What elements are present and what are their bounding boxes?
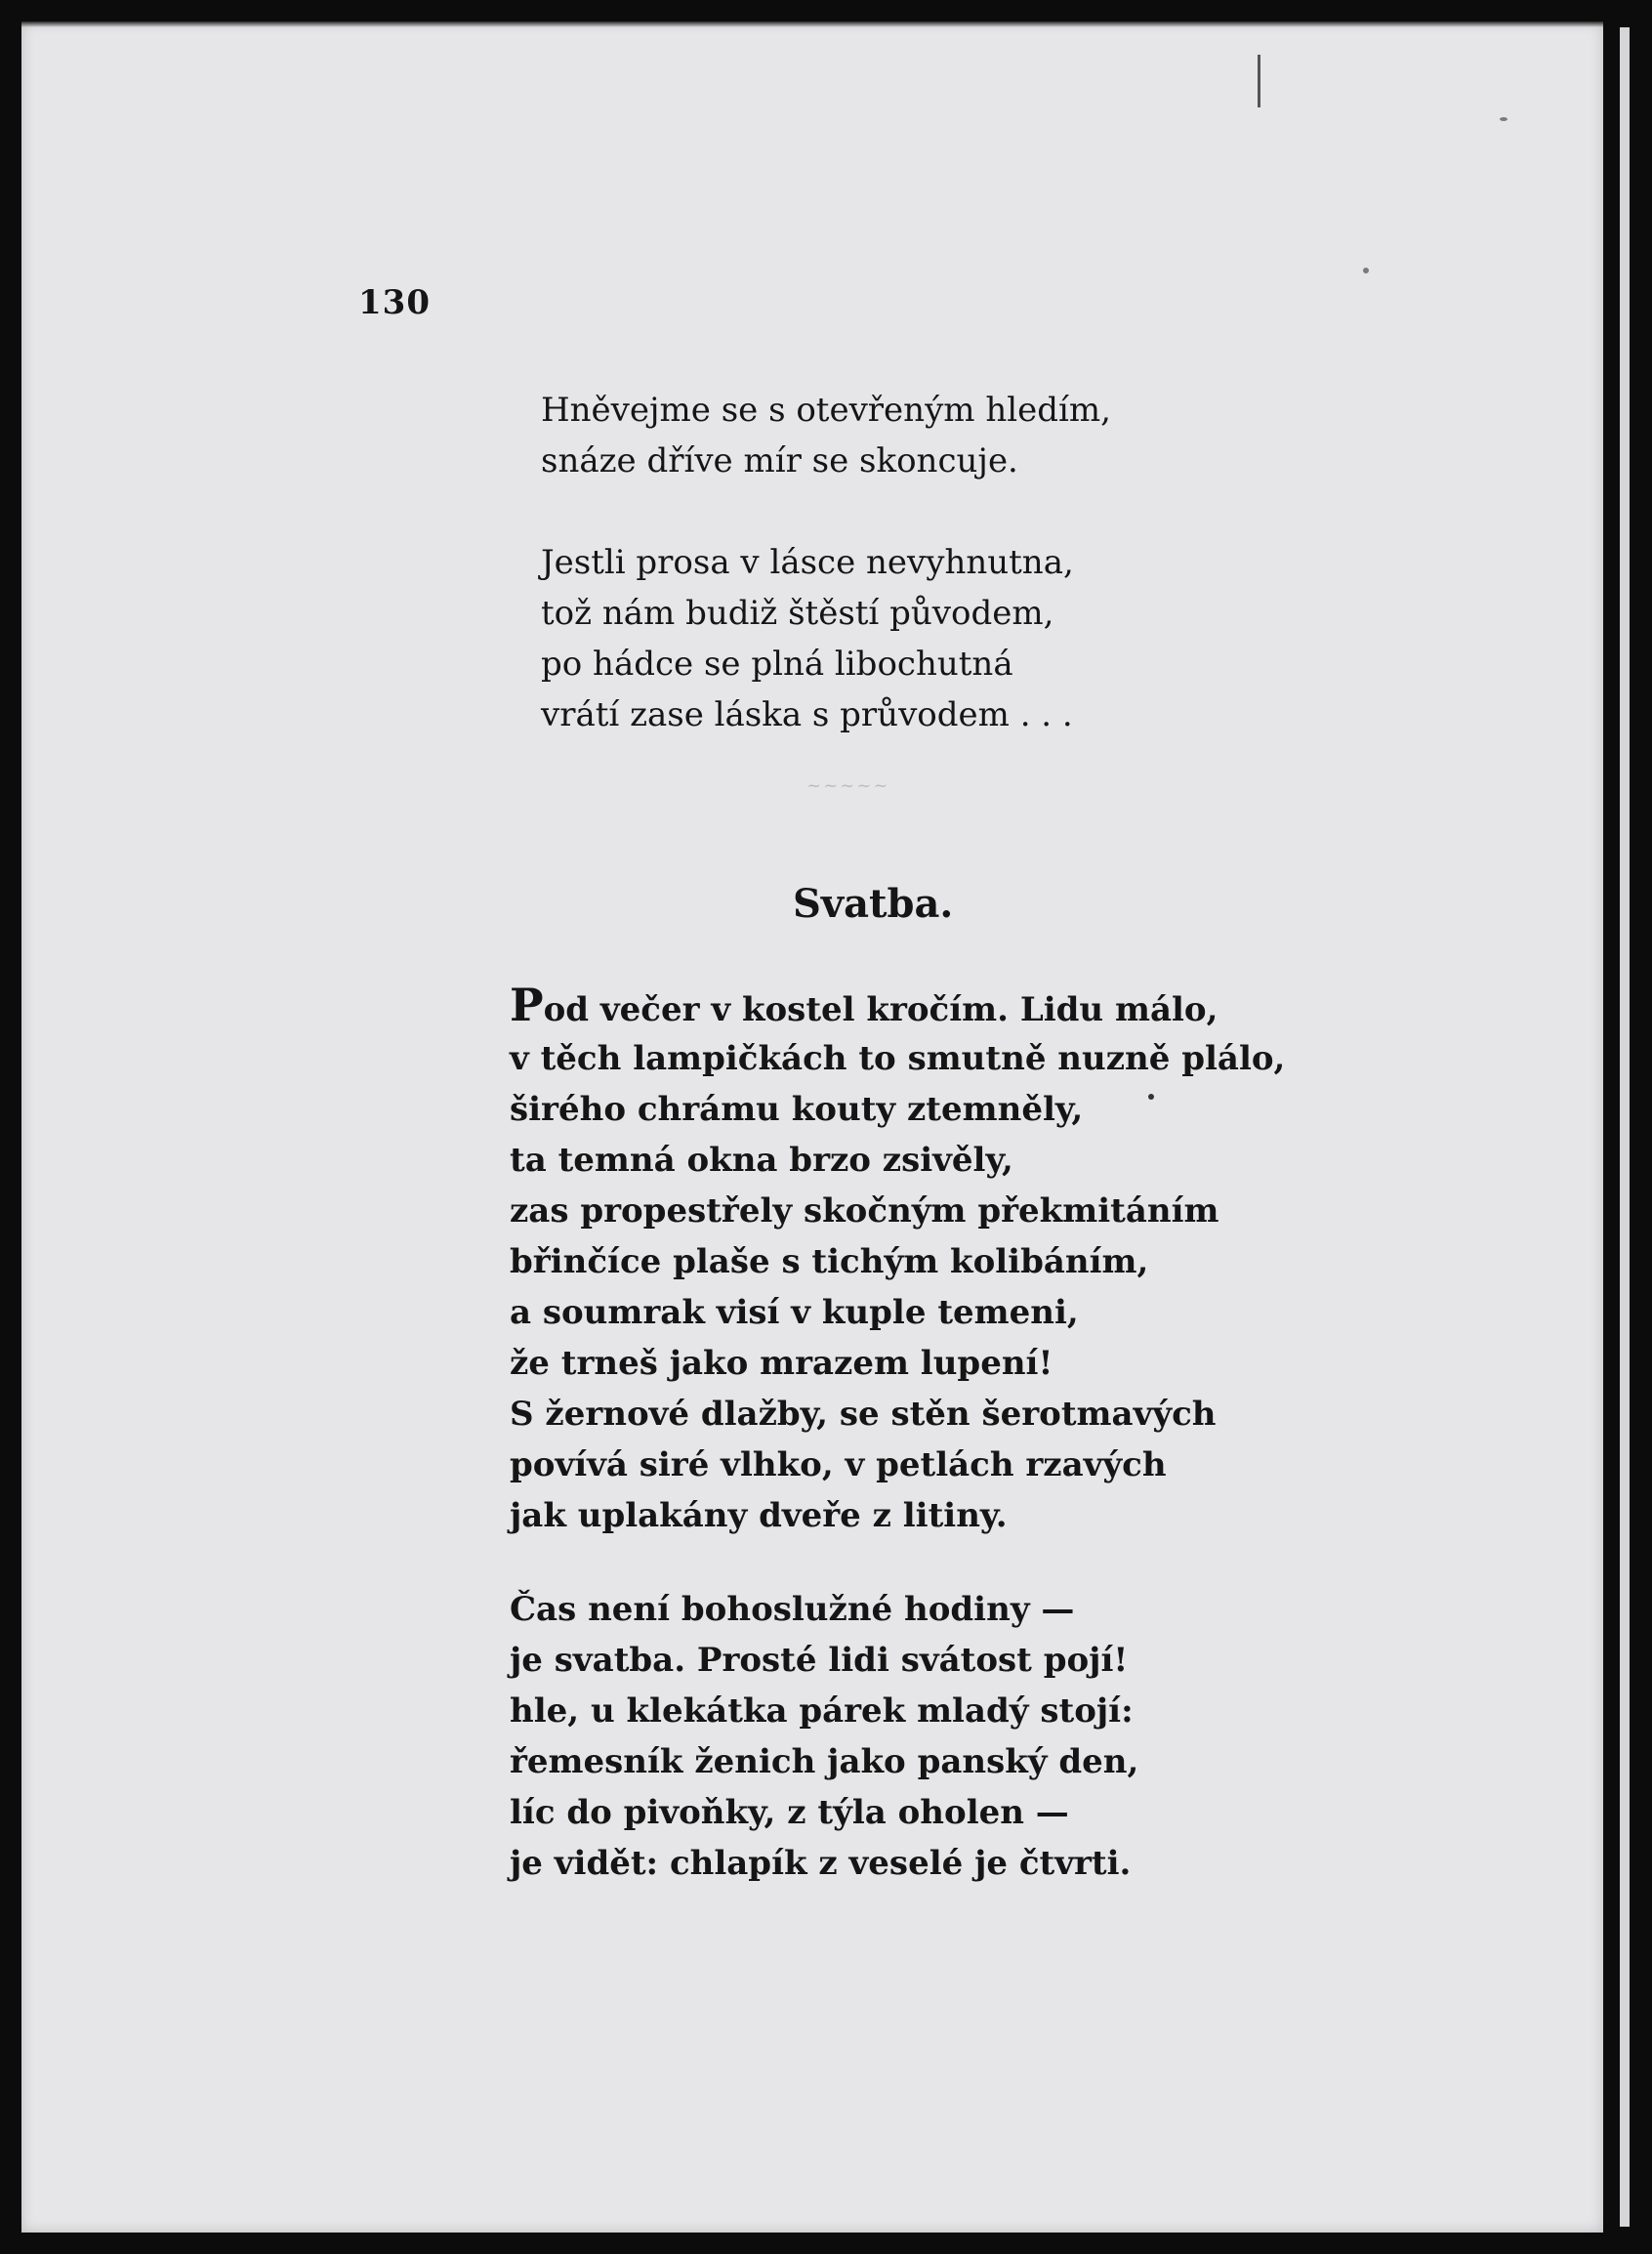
page-number: 130 xyxy=(358,283,431,322)
gutter-mark xyxy=(1258,55,1260,107)
verse-line-first-rest: od večer v kostel kročím. Lidu málo, xyxy=(543,990,1218,1029)
verse-line: snáze dříve mír se skoncuje. xyxy=(541,441,1018,480)
verse-line: hle, u klekátka párek mladý stojí: xyxy=(510,1691,1134,1731)
verse-line-first xyxy=(510,979,1285,1033)
verse-line: je svatba. Prosté lidi svátost pojí! xyxy=(510,1641,1129,1680)
verse-line: líc do pivoňky, z týla oholen — xyxy=(510,1793,1069,1832)
verse-line: Jestli prosa v lásce nevyhnutna, xyxy=(541,543,1074,582)
verse-line: řemesník ženich jako panský den, xyxy=(510,1742,1139,1781)
page-top-edge-shadow xyxy=(21,21,1603,27)
verse-line: Čas není bohoslužné hodiny — xyxy=(510,1590,1075,1629)
verse-line: že trneš jako mrazem lupení! xyxy=(510,1344,1053,1383)
stanza-2 xyxy=(541,537,1074,740)
verse-line: a soumrak visí v kuple temeni, xyxy=(510,1293,1079,1332)
verse-line: S žernové dlažby, se stěn šerotmavých xyxy=(510,1395,1217,1434)
verse-line: jak uplakány dveře z litiny. xyxy=(510,1496,1008,1535)
poem-title: Svatba. xyxy=(793,881,954,927)
stanza-4 xyxy=(510,1584,1138,1889)
stanza-3 xyxy=(510,979,1286,1541)
verse-line: ta temná okna brzo zsivěly, xyxy=(510,1141,1013,1180)
verse-line: břinčíce plaše s tichým kolibáním, xyxy=(510,1242,1149,1281)
stanza-1 xyxy=(541,385,1111,486)
verse-line: širého chrámu kouty ztemněly, xyxy=(510,1090,1084,1129)
verse-line: Hněvejme se s otevřeným hledím, xyxy=(541,391,1111,430)
adjacent-page-edge xyxy=(1620,27,1630,2227)
verse-line: vrátí zase láska s průvodem . . . xyxy=(541,695,1073,734)
verse-line: povívá siré vlhko, v petlách rzavých xyxy=(510,1445,1167,1484)
verse-line: je vidět: chlapík z veselé je čtvrti. xyxy=(510,1844,1132,1883)
verse-line: v těch lampičkách to smutně nuzně plálo, xyxy=(510,1039,1286,1078)
dust-speck xyxy=(1363,268,1369,273)
section-ornament: ~~~~~ xyxy=(806,775,890,796)
dust-speck xyxy=(1500,117,1507,121)
drop-cap: P xyxy=(510,979,544,1031)
verse-line: tož nám budiž štěstí původem, xyxy=(541,594,1054,633)
verse-line: zas propestřely skočným překmitáním xyxy=(510,1191,1219,1231)
book-page xyxy=(21,21,1603,2233)
verse-line: po hádce se plná libochutná xyxy=(541,645,1013,684)
